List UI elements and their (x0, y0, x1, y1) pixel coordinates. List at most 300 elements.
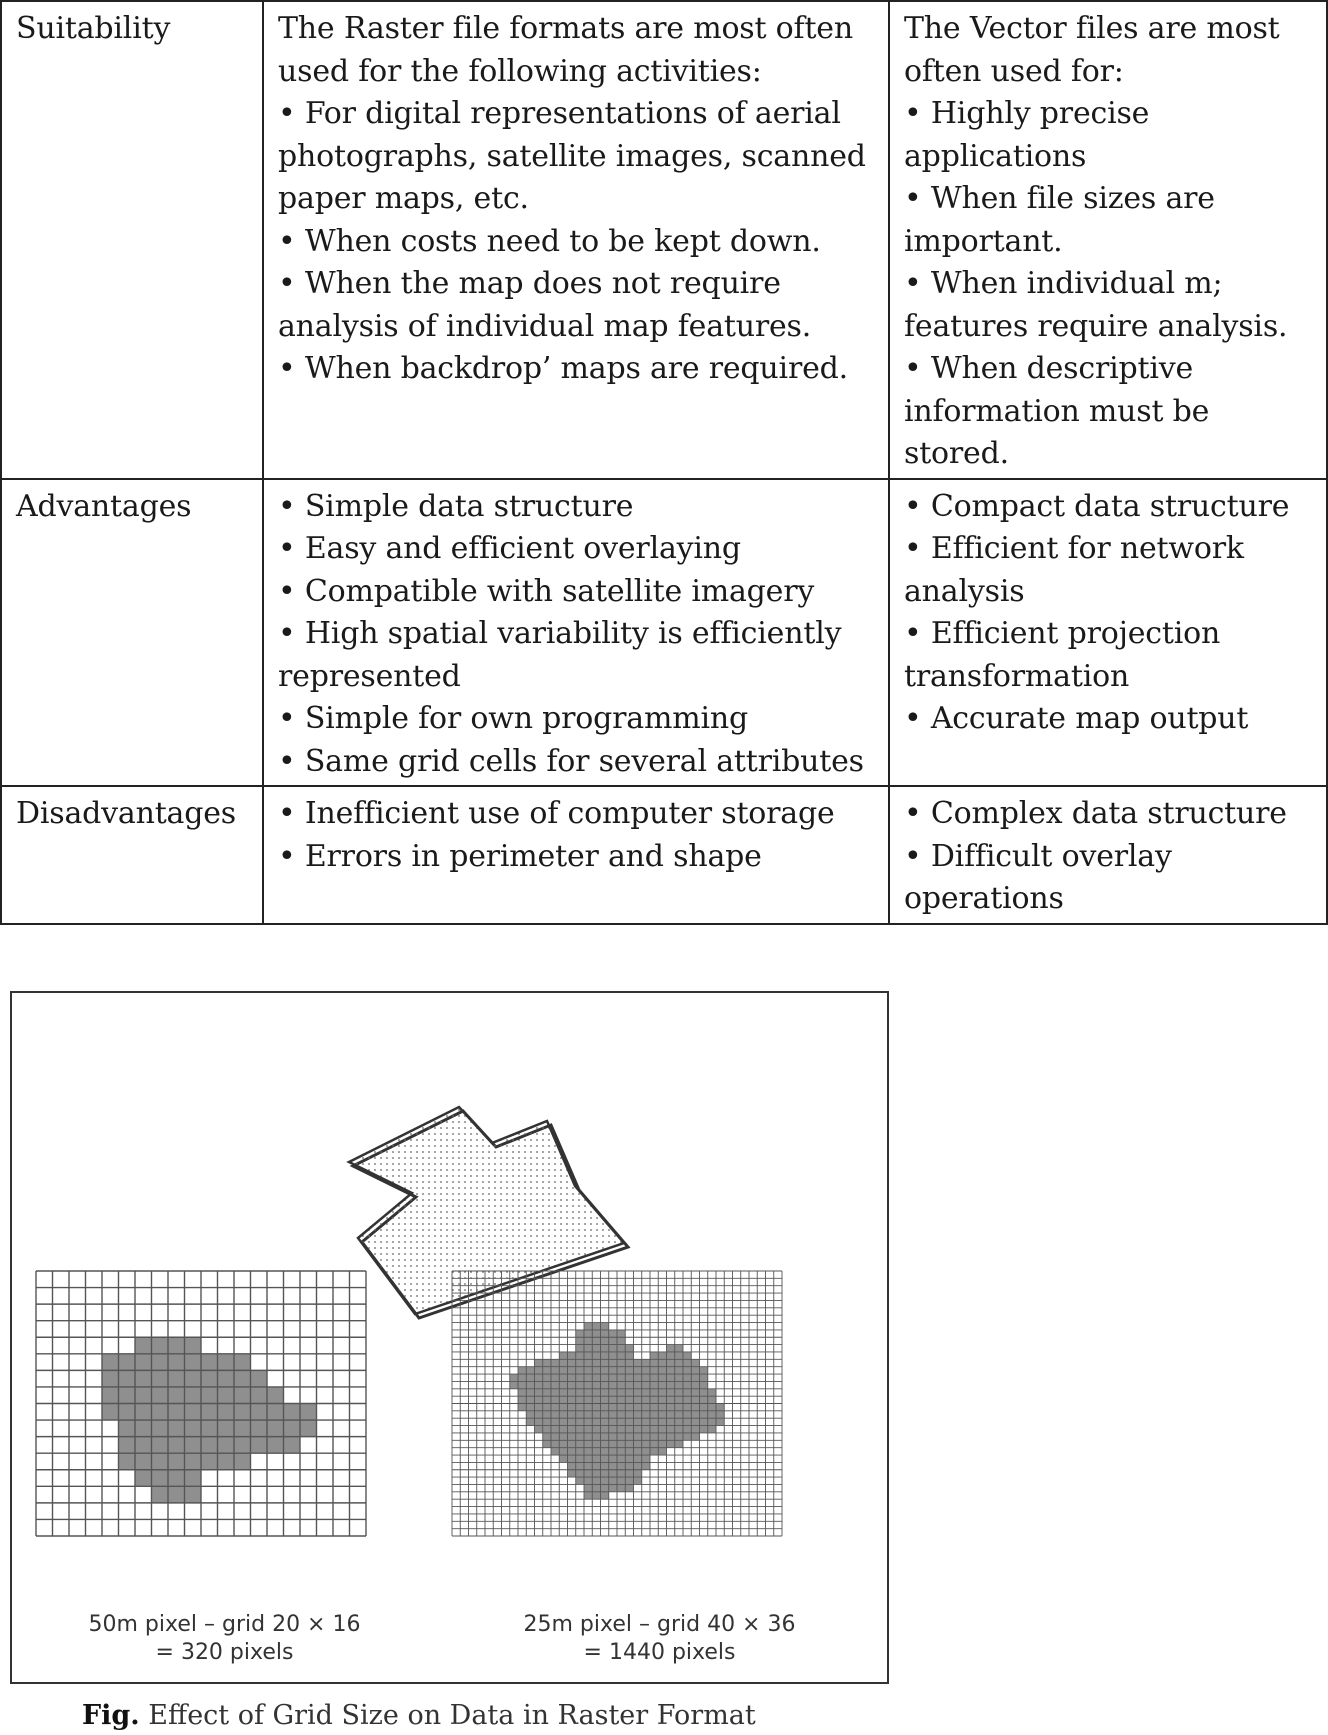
filled-cell (617, 1484, 625, 1491)
filled-cell (691, 1374, 699, 1381)
filled-cell (642, 1418, 650, 1425)
filled-cell (675, 1440, 683, 1447)
filled-cell (683, 1396, 691, 1403)
filled-cell (518, 1381, 526, 1388)
filled-cell (551, 1426, 559, 1433)
filled-cell (617, 1426, 625, 1433)
filled-cell (625, 1470, 633, 1477)
filled-cell (601, 1359, 609, 1366)
row-label: Disadvantages (1, 786, 263, 924)
filled-cell (650, 1389, 658, 1396)
filled-cell (601, 1396, 609, 1403)
filled-cell (675, 1352, 683, 1359)
filled-cell (218, 1387, 235, 1404)
filled-cell (584, 1352, 592, 1359)
filled-cell (592, 1323, 600, 1330)
filled-cell (592, 1448, 600, 1455)
right-caption-line1: 25m pixel – grid 40 × 36 (523, 1612, 796, 1637)
filled-cell (601, 1484, 609, 1491)
filled-cell (568, 1396, 576, 1403)
filled-cell (658, 1440, 666, 1447)
filled-cell (551, 1404, 559, 1411)
filled-cell (642, 1404, 650, 1411)
filled-cell (691, 1418, 699, 1425)
list-item: • When file sizes are important. (904, 181, 1215, 259)
filled-cell (650, 1359, 658, 1366)
filled-cell (119, 1370, 136, 1387)
filled-cell (609, 1426, 617, 1433)
filled-cell (168, 1370, 185, 1387)
filled-cell (251, 1370, 268, 1387)
filled-cell (650, 1404, 658, 1411)
list-item: • Errors in perimeter and shape (278, 838, 762, 874)
filled-cell (234, 1453, 251, 1470)
left-caption-line2: = 320 pixels (155, 1640, 294, 1665)
filled-cell (691, 1433, 699, 1440)
filled-cell (559, 1389, 567, 1396)
left-caption-line1: 50m pixel – grid 20 × 16 (88, 1612, 361, 1637)
filled-cell (609, 1330, 617, 1337)
list-item: • Simple data structure (278, 488, 634, 524)
filled-cell (642, 1462, 650, 1469)
filled-cell (617, 1367, 625, 1374)
filled-cell (135, 1453, 152, 1470)
filled-cell (584, 1455, 592, 1462)
filled-cell (201, 1370, 218, 1387)
raster-grid-25m (452, 1271, 782, 1536)
filled-cell (135, 1420, 152, 1437)
figure-illustration (12, 993, 887, 1682)
filled-cell (642, 1455, 650, 1462)
filled-cell (667, 1352, 675, 1359)
filled-cell (535, 1404, 543, 1411)
filled-cell (518, 1374, 526, 1381)
filled-cell (234, 1420, 251, 1437)
filled-cell (576, 1337, 584, 1344)
filled-cell (584, 1462, 592, 1469)
filled-cell (576, 1352, 584, 1359)
raster-intro: The Raster file formats are most often used for the following activities: (278, 11, 853, 89)
filled-cell (584, 1448, 592, 1455)
filled-cell (559, 1359, 567, 1366)
filled-cell (658, 1359, 666, 1366)
filled-cell (658, 1352, 666, 1359)
filled-cell (617, 1404, 625, 1411)
filled-cell (568, 1418, 576, 1425)
filled-cell (683, 1374, 691, 1381)
filled-cell (592, 1440, 600, 1447)
filled-cell (609, 1389, 617, 1396)
filled-cell (625, 1389, 633, 1396)
filled-cell (543, 1389, 551, 1396)
filled-cell (625, 1359, 633, 1366)
filled-cell (152, 1470, 169, 1487)
filled-cell (584, 1330, 592, 1337)
filled-cell (185, 1387, 202, 1404)
filled-cell (568, 1440, 576, 1447)
filled-cell (535, 1374, 543, 1381)
filled-cell (609, 1440, 617, 1447)
filled-cell (551, 1374, 559, 1381)
filled-cell (650, 1381, 658, 1388)
filled-cell (584, 1484, 592, 1491)
filled-cell (667, 1359, 675, 1366)
filled-cell (543, 1404, 551, 1411)
filled-cell (634, 1426, 642, 1433)
filled-cell (634, 1404, 642, 1411)
list-item: • When descriptive information must be stored. (904, 351, 1210, 471)
filled-cell (617, 1448, 625, 1455)
filled-cell (601, 1389, 609, 1396)
filled-cell (568, 1404, 576, 1411)
filled-cell (576, 1396, 584, 1403)
filled-cell (568, 1352, 576, 1359)
filled-cell (634, 1359, 642, 1366)
filled-cell (625, 1455, 633, 1462)
filled-cell (634, 1455, 642, 1462)
filled-cell (576, 1455, 584, 1462)
filled-cell (543, 1411, 551, 1418)
filled-cell (592, 1381, 600, 1388)
filled-cell (601, 1381, 609, 1388)
filled-cell (700, 1418, 708, 1425)
filled-cell (642, 1426, 650, 1433)
filled-cell (675, 1359, 683, 1366)
filled-cell (642, 1433, 650, 1440)
filled-cell (576, 1359, 584, 1366)
vector-intro: The Vector files are most often used for: (904, 11, 1280, 89)
filled-cell (218, 1437, 235, 1454)
filled-cell (584, 1359, 592, 1366)
filled-cell (658, 1404, 666, 1411)
filled-cell (642, 1359, 650, 1366)
filled-cell (642, 1411, 650, 1418)
filled-cell (551, 1433, 559, 1440)
filled-cell (267, 1420, 284, 1437)
filled-cell (601, 1352, 609, 1359)
filled-cell (667, 1374, 675, 1381)
list-item: • When backdrop’ maps are required. (278, 351, 848, 386)
filled-cell (642, 1448, 650, 1455)
filled-cell (716, 1418, 724, 1425)
list-item: • Simple for own programming (278, 701, 749, 736)
filled-cell (601, 1455, 609, 1462)
filled-cell (584, 1404, 592, 1411)
filled-cell (609, 1470, 617, 1477)
filled-cell (667, 1426, 675, 1433)
filled-cell (642, 1389, 650, 1396)
filled-cell (675, 1404, 683, 1411)
filled-cell (551, 1448, 559, 1455)
filled-cell (592, 1411, 600, 1418)
filled-cell (559, 1455, 567, 1462)
filled-cell (584, 1433, 592, 1440)
list-item: • When costs need to be kept down. (278, 223, 821, 259)
filled-cell (551, 1389, 559, 1396)
vector-cell (889, 1, 1327, 479)
filled-cell (568, 1389, 576, 1396)
filled-cell (559, 1440, 567, 1447)
filled-cell (551, 1411, 559, 1418)
filled-cell (601, 1323, 609, 1330)
filled-cell (135, 1354, 152, 1371)
filled-cell (650, 1448, 658, 1455)
filled-cell (518, 1367, 526, 1374)
filled-cell (658, 1448, 666, 1455)
vector-polygon (349, 1107, 624, 1314)
filled-cell (185, 1404, 202, 1421)
filled-cell (625, 1426, 633, 1433)
filled-cell (675, 1426, 683, 1433)
filled-cell (650, 1367, 658, 1374)
filled-cell (568, 1367, 576, 1374)
filled-cell (658, 1418, 666, 1425)
filled-cell (152, 1437, 169, 1454)
filled-cell (568, 1374, 576, 1381)
filled-cell (609, 1396, 617, 1403)
filled-cell (625, 1418, 633, 1425)
filled-cell (576, 1462, 584, 1469)
filled-cell (568, 1470, 576, 1477)
filled-cell (609, 1374, 617, 1381)
filled-cell (642, 1367, 650, 1374)
filled-cell (135, 1470, 152, 1487)
filled-cell (559, 1374, 567, 1381)
filled-cell (634, 1381, 642, 1388)
list-item: • Compatible with satellite imagery (278, 573, 815, 609)
filled-cell (559, 1352, 567, 1359)
filled-cell (700, 1381, 708, 1388)
filled-cell (625, 1381, 633, 1388)
filled-cell (617, 1411, 625, 1418)
filled-cell (584, 1470, 592, 1477)
row-label: Suitability (1, 1, 263, 479)
filled-cell (708, 1426, 716, 1433)
list-item: • Easy and efficient overlaying (278, 531, 741, 566)
filled-cell (634, 1477, 642, 1484)
filled-cell (119, 1354, 136, 1371)
filled-cell (609, 1433, 617, 1440)
filled-cell (592, 1367, 600, 1374)
filled-cell (152, 1387, 169, 1404)
filled-cell (617, 1477, 625, 1484)
filled-cell (634, 1411, 642, 1418)
filled-cell (535, 1411, 543, 1418)
filled-cell (234, 1437, 251, 1454)
filled-cell (650, 1418, 658, 1425)
filled-cell (168, 1486, 185, 1503)
filled-cell (617, 1359, 625, 1366)
filled-cell (526, 1411, 534, 1418)
filled-cell (300, 1404, 317, 1421)
filled-cell (609, 1345, 617, 1352)
filled-cell (576, 1330, 584, 1337)
filled-cell (218, 1404, 235, 1421)
filled-cell (609, 1455, 617, 1462)
filled-cell (251, 1420, 268, 1437)
filled-cell (543, 1433, 551, 1440)
filled-cell (658, 1433, 666, 1440)
filled-cell (267, 1437, 284, 1454)
filled-cell (716, 1404, 724, 1411)
filled-cell (601, 1470, 609, 1477)
filled-cell (102, 1354, 119, 1371)
filled-cell (691, 1367, 699, 1374)
filled-cell (708, 1389, 716, 1396)
filled-cell (201, 1404, 218, 1421)
filled-cell (617, 1440, 625, 1447)
filled-cell (135, 1404, 152, 1421)
filled-cell (617, 1433, 625, 1440)
figure-caption-text: Effect of Grid Size on Data in Raster Format (139, 1700, 756, 1731)
filled-cell (559, 1396, 567, 1403)
filled-cell (667, 1367, 675, 1374)
filled-cell (152, 1354, 169, 1371)
filled-cell (543, 1396, 551, 1403)
filled-cell (691, 1359, 699, 1366)
filled-cell (609, 1352, 617, 1359)
filled-cell (592, 1462, 600, 1469)
filled-cell (185, 1486, 202, 1503)
row-label: Advantages (1, 479, 263, 787)
filled-cell (152, 1370, 169, 1387)
filled-cell (584, 1367, 592, 1374)
filled-cell (584, 1440, 592, 1447)
vector-cell (889, 479, 1327, 787)
filled-cell (625, 1352, 633, 1359)
filled-cell (700, 1411, 708, 1418)
filled-cell (667, 1418, 675, 1425)
filled-cell (251, 1387, 268, 1404)
filled-cell (201, 1420, 218, 1437)
filled-cell (568, 1426, 576, 1433)
filled-cell (609, 1411, 617, 1418)
filled-cell (284, 1404, 301, 1421)
filled-cell (535, 1418, 543, 1425)
table-row (1, 1, 1327, 479)
filled-cell (568, 1359, 576, 1366)
filled-cell (609, 1448, 617, 1455)
filled-cell (609, 1418, 617, 1425)
filled-cell (650, 1396, 658, 1403)
filled-cell (102, 1387, 119, 1404)
filled-cell (617, 1396, 625, 1403)
filled-cell (675, 1411, 683, 1418)
filled-cell (708, 1418, 716, 1425)
filled-cell (667, 1396, 675, 1403)
filled-cell (592, 1433, 600, 1440)
filled-cell (708, 1411, 716, 1418)
filled-cell (251, 1437, 268, 1454)
filled-cell (592, 1337, 600, 1344)
filled-cell (551, 1418, 559, 1425)
filled-cell (568, 1455, 576, 1462)
list-item: • When the map does not require analysis of individual map features. (278, 266, 812, 344)
filled-cell (535, 1359, 543, 1366)
filled-cell (617, 1418, 625, 1425)
filled-cell (700, 1389, 708, 1396)
filled-cell (284, 1420, 301, 1437)
filled-cell (518, 1396, 526, 1403)
list-item: • When individual m; features require analysis. (904, 266, 1288, 344)
filled-cell (683, 1418, 691, 1425)
filled-cell (716, 1411, 724, 1418)
filled-cell (168, 1404, 185, 1421)
filled-cell (650, 1440, 658, 1447)
filled-cell (102, 1370, 119, 1387)
filled-cell (526, 1381, 534, 1388)
filled-cell (675, 1418, 683, 1425)
filled-cell (576, 1345, 584, 1352)
filled-cell (667, 1345, 675, 1352)
filled-cell (592, 1330, 600, 1337)
filled-cell (625, 1448, 633, 1455)
filled-cell (634, 1440, 642, 1447)
filled-cell (568, 1381, 576, 1388)
filled-cell (592, 1374, 600, 1381)
filled-cell (683, 1389, 691, 1396)
filled-cell (168, 1437, 185, 1454)
filled-cell (152, 1486, 169, 1503)
filled-cell (152, 1337, 169, 1354)
filled-cell (691, 1426, 699, 1433)
filled-cell (601, 1462, 609, 1469)
filled-cell (683, 1426, 691, 1433)
filled-cell (617, 1352, 625, 1359)
filled-cell (700, 1404, 708, 1411)
filled-cell (551, 1381, 559, 1388)
filled-cell (584, 1396, 592, 1403)
list-item: • Difficult overlay operations (904, 838, 1172, 916)
filled-cell (559, 1433, 567, 1440)
filled-cell (526, 1367, 534, 1374)
filled-cell (568, 1411, 576, 1418)
filled-cell (658, 1381, 666, 1388)
filled-cell (658, 1367, 666, 1374)
filled-cell (576, 1448, 584, 1455)
filled-cell (609, 1477, 617, 1484)
filled-cell (568, 1448, 576, 1455)
filled-cell (218, 1420, 235, 1437)
filled-cell (650, 1426, 658, 1433)
filled-cell (675, 1367, 683, 1374)
filled-cell (584, 1477, 592, 1484)
filled-cell (625, 1433, 633, 1440)
filled-cell (510, 1381, 518, 1388)
filled-cell (218, 1453, 235, 1470)
filled-cell (642, 1440, 650, 1447)
filled-cell (691, 1411, 699, 1418)
filled-cell (642, 1381, 650, 1388)
filled-cell (609, 1367, 617, 1374)
list-item: • Complex data structure (904, 796, 1287, 831)
filled-cell (584, 1426, 592, 1433)
right-caption-line2: = 1440 pixels (583, 1640, 736, 1665)
filled-cell (634, 1462, 642, 1469)
filled-cell (267, 1404, 284, 1421)
filled-cell (543, 1381, 551, 1388)
filled-cell (691, 1396, 699, 1403)
filled-cell (526, 1418, 534, 1425)
filled-cell (284, 1437, 301, 1454)
filled-cell (119, 1453, 136, 1470)
filled-cell (617, 1381, 625, 1388)
filled-cell (559, 1448, 567, 1455)
list-item: • Same grid cells for several attributes (278, 743, 864, 779)
list-item: • Highly precise applications (904, 96, 1150, 174)
filled-cell (185, 1420, 202, 1437)
filled-cell (543, 1426, 551, 1433)
